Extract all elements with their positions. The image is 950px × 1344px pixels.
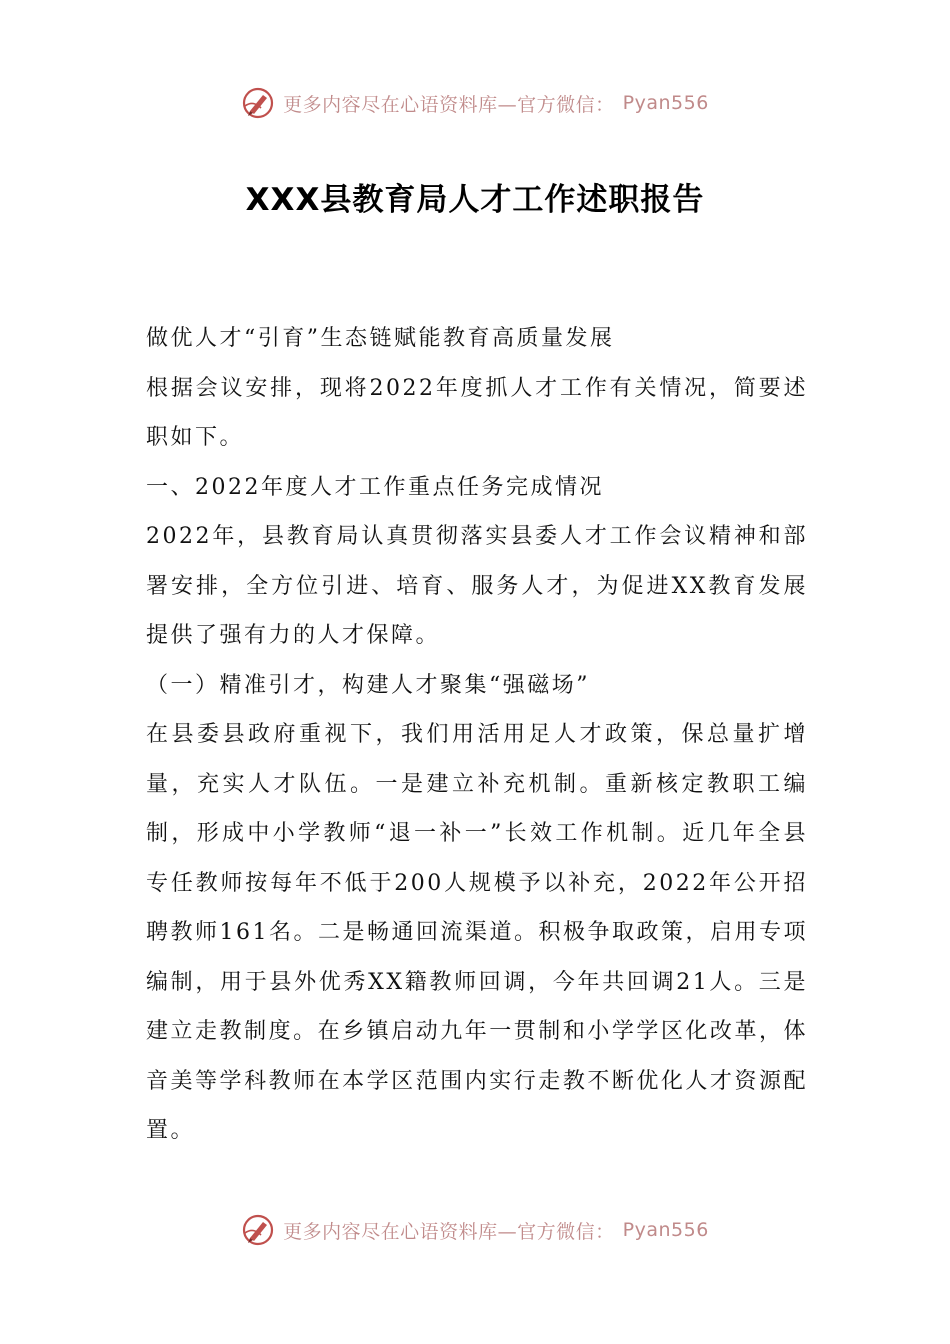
pen-logo-icon [241,1213,275,1247]
footer-watermark [0,1213,950,1247]
subsection-heading: （一）精准引才，构建人才聚集“强磁场” [146,672,590,698]
watermark-wechat-id: Pyan556 [622,92,709,114]
summary-paragraph: 2022年，县教育局认真贯彻落实县委人才工作会议精神和部署安排，全方位引进、培育、服务人才，为促进XX教育发展提供了强有力的人才保障。 [146,524,808,648]
intro-paragraph: 根据会议安排，现将2022年度抓人才工作有关情况，简要述职如下。 [146,375,808,450]
document-title: XXX县教育局人才工作述职报告 [245,182,705,218]
header-watermark [0,86,950,120]
pen-logo-icon [241,86,275,120]
section-heading: 一、2022年度人才工作重点任务完成情况 [146,474,604,500]
watermark-text: 更多内容尽在心语资料库—官方微信： [283,93,615,116]
subtitle: 做优人才“引育”生态链赋能教育高质量发展 [146,326,615,351]
watermark-text: 更多内容尽在心语资料库—官方微信： [283,1220,615,1243]
document-body [146,314,808,1156]
watermark-wechat-id: Pyan556 [622,1219,709,1241]
body-paragraph: 在县委县政府重视下，我们用活用足人才政策，保总量扩增量，充实人才队伍。一是建立补充机制。重新核定教职工编制，形成中小学教师“退一补一”长效工作机制。近几年全县专任教师按每年不低于200人规模予以补充，2022年公开招聘教师161名。二是畅通回流渠道。积极争取政策，启用专项编制，用于县外优秀XX籍教师回调，今年共回调21人。三是建立走教制度。在乡镇启动九年一贯制和小学学区化改革，体音美等学科教师在本学区范围内实行走教不断优化人才资源配置。 [146,722,808,1143]
